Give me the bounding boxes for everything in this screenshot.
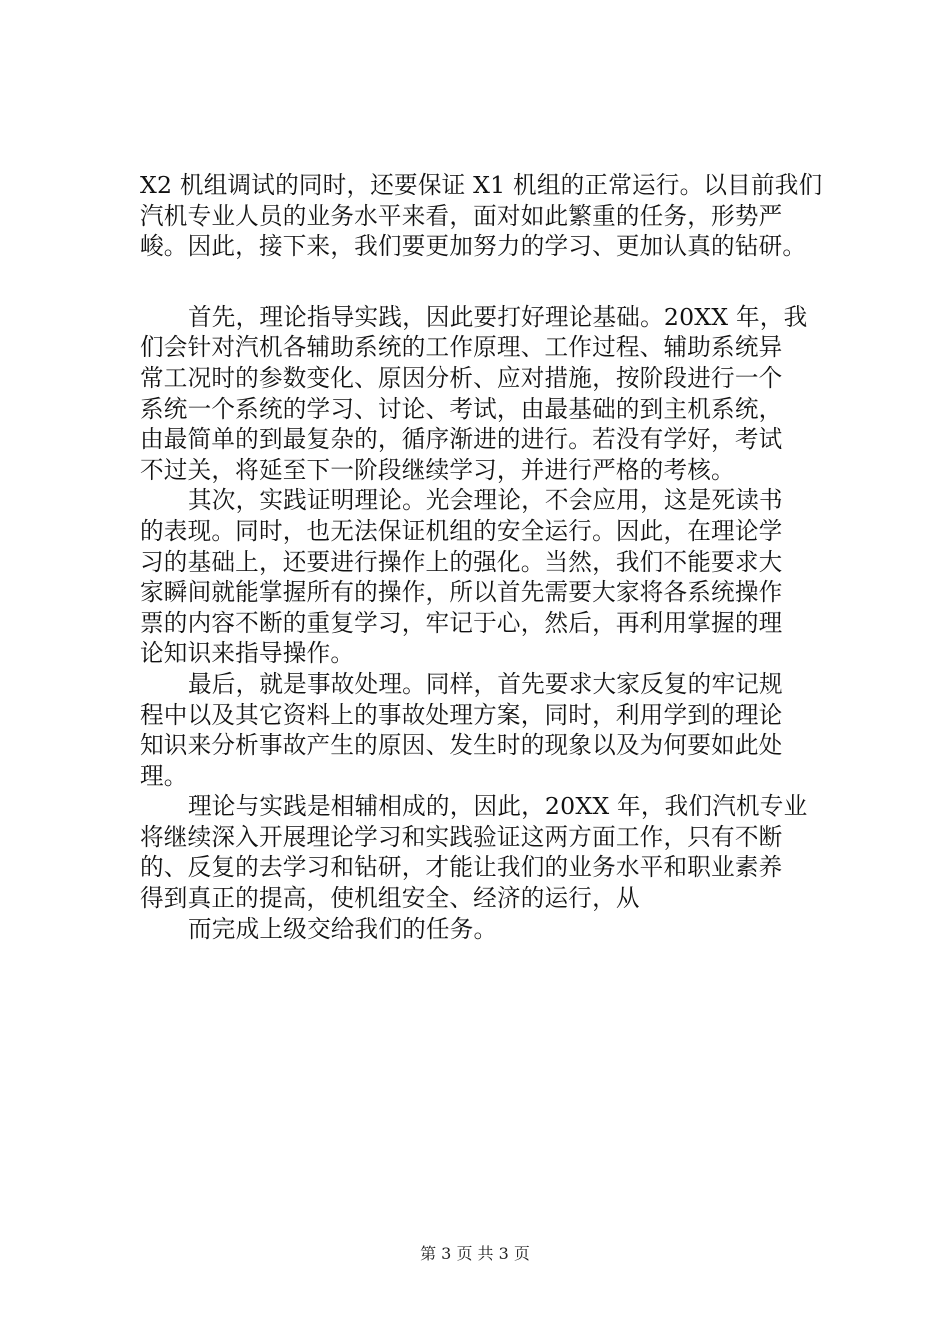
page-number-label: 第 3 页 共 3 页 [420, 1244, 530, 1263]
text-line: 常工况时的参数变化、原因分析、应对措施，按阶段进行一个 [140, 363, 783, 392]
text-line: 系统一个系统的学习、讨论、考试，由最基础的到主机系统， [140, 394, 783, 423]
text-line: 将继续深入开展理论学习和实践验证这两方面工作，只有不断 [140, 822, 783, 851]
text-line: X2 机组调试的同时，还要保证 X1 机组的正常运行。以目前我们 [140, 171, 823, 199]
paragraph-final [140, 914, 840, 945]
page-footer [0, 1244, 950, 1264]
text-line: 由最简单的到最复杂的，循序渐进的进行。若没有学好，考试 [140, 425, 783, 454]
paragraph-conclusion [140, 791, 840, 913]
text-line: 最后，就是事故处理。同样，首先要求大家反复的牢记规 [188, 669, 783, 698]
text-line: 汽机专业人员的业务水平来看，面对如此繁重的任务，形势严 [140, 201, 783, 230]
text-line: 而完成上级交给我们的任务。 [188, 914, 498, 943]
paragraph-theory [140, 302, 840, 486]
continuation-paragraph [140, 170, 840, 262]
text-line: 不过关，将延至下一阶段继续学习，并进行严格的考核。 [140, 455, 735, 484]
paragraph-accident-handling [140, 669, 840, 791]
text-line: 知识来分析事故产生的原因、发生时的现象以及为何要如此处 [140, 731, 783, 760]
text-line: 程中以及其它资料上的事故处理方案，同时，利用学到的理论 [140, 700, 783, 729]
text-line: 得到真正的提高，使机组安全、经济的运行，从 [140, 884, 640, 913]
text-line: 家瞬间就能掌握所有的操作，所以首先需要大家将各系统操作 [140, 578, 783, 607]
text-line: 首先，理论指导实践，因此要打好理论基础。20XX 年，我 [188, 302, 808, 331]
text-line: 理。 [140, 761, 188, 790]
document-body [140, 170, 840, 944]
text-line: 们会针对汽机各辅助系统的工作原理、工作过程、辅助系统异 [140, 333, 783, 362]
paragraph-practice [140, 485, 840, 669]
text-line: 习的基础上，还要进行操作上的强化。当然，我们不能要求大 [140, 547, 783, 576]
text-line: 理论与实践是相辅相成的，因此，20XX 年，我们汽机专业 [188, 792, 808, 821]
text-line: 的表现。同时，也无法保证机组的安全运行。因此，在理论学 [140, 516, 783, 545]
paragraph-gap [140, 262, 840, 302]
text-line: 票的内容不断的重复学习，牢记于心，然后，再利用掌握的理 [140, 608, 783, 637]
text-line: 论知识来指导操作。 [140, 639, 355, 668]
text-line: 峻。因此，接下来，我们要更加努力的学习、更加认真的钻研。 [140, 232, 807, 261]
text-line: 其次，实践证明理论。光会理论，不会应用，这是死读书 [188, 486, 783, 515]
text-line: 的、反复的去学习和钻研，才能让我们的业务水平和职业素养 [140, 853, 783, 882]
